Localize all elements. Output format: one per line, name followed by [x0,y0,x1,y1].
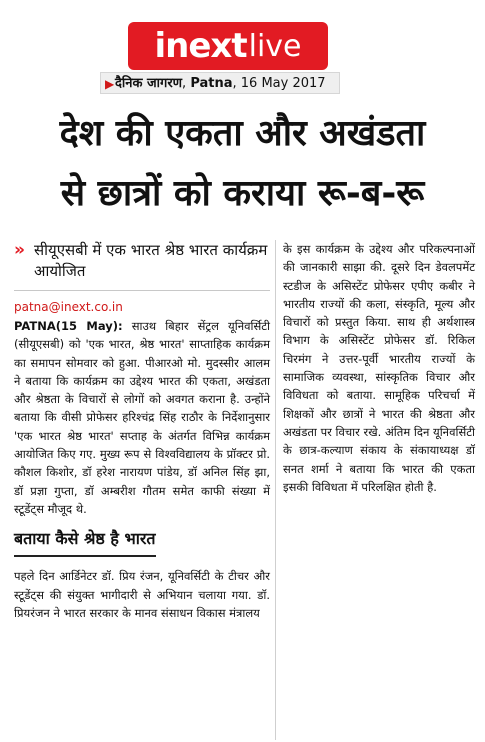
subheadline [14,240,270,291]
dateline-sep2: , [232,76,241,91]
city: Patna [190,76,233,91]
masthead [0,0,485,100]
logo-live-text: live [248,28,302,64]
article-paragraph-1 [14,317,270,518]
dateline [100,72,340,94]
date: 16 May 2017 [240,76,326,91]
paragraph-1-text: साउथ बिहार सेंट्रल यूनिवर्सिटी (सीयूएसबी) को 'एक भारत, श्रेष्ठ भारत' साप्ताहिक कार्यक्रम का समापन सोमवार को हुआ. पीआरओ मो. मुदस्सीर आलम ने बताया कि कार्यक्रम का उद्देश्य भारत की एकता, अखंडता और श्रेष्ठता के विचारों से लोगों को अवगत कराना है. उन्होंने बताया कि वीसी प्रोफेसर हरिश्चंद्र सिंह राठौर के निर्देशानुसार 'एक भारत श्रेष्ठ भारत' सप्ताह के अंतर्गत विभिन्न कार्यक्रम आयोजित किए गए. मुख्य रूप से विश्वविद्यालय के प्रॉक्टर प्रो. कौशल किशोर, डॉ हरेश नारायण पांडेय, डॉ अनिल सिंह झा, डॉ प्रज्ञा गुप्ता, डॉ अम्बरीश गौतम समेत काफी संख्या में स्टूडेंट्स मौजूद थे. [14,319,270,516]
bullet-icon: ▶ [105,77,115,91]
article-paragraph-3: के इस कार्यक्रम के उद्देश्य और परिकल्पनाओं की जानकारी साझा की. दूसरे दिन डेवलपमेंट स्टडीज के असिस्टेंट प्रोफेसर एपीए कबीर ने भारतीय राज्यों की कला, संस्कृति, मूल्य और विचारों को प्रस्तुत किया. साथ ही अर्थशास्त्र विभाग के असिस्टेंट प्रोफेसर डॉ. रिकिल चिरमंग ने उत्तर-पूर्वी भारतीय राज्यों के सामाजिक व्यवस्था, सांस्कृतिक विचार और विविधता को बताया. सामूहिक परिचर्चा में शिक्षकों और छात्रों ने भारत की श्रेष्ठता और अखंडता पर विचार रखे. अंतिम दिन यूनिवर्सिटी के छात्र-कल्याण संकाय के संकायाध्यक्ष डॉ सनत शर्मा ने बताया कि भारत की एकता इसकी विविधता में परिलक्षित होती है. [283,242,475,494]
inext-live-logo [128,22,328,70]
logo-main-text: inext [154,26,247,66]
left-column [14,240,270,622]
double-chevron-icon: » [14,240,25,260]
headline [0,104,485,224]
email-link[interactable]: patna@inext.co.in [14,300,123,314]
right-column [283,240,475,496]
section-heading: बताया कैसे श्रेष्ठ है भारत [14,528,156,557]
article-paragraph-2: पहले दिन आर्डिनेटर डॉ. प्रिय रंजन, यूनिवर्सिटी के टीचर और स्टूडेंट्स की संयुक्त भागीदारी से अभियान चलाया गया. डॉ. प्रियरंजन ने भारत सरकार के मानव संसाधन विकास मंत्रालय [14,569,270,620]
paper-name: दैनिक जागरण [115,76,183,91]
headline-line-2: से छात्रों को कराया रू-ब-रू [60,173,425,214]
subheadline-text: सीयूएसबी में एक भारत श्रेष्ठ भारत कार्यक्रम आयोजित [34,241,268,280]
article-dateline: PATNA(15 May): [14,319,123,333]
dateline-sep: , [182,76,191,91]
headline-line-1: देश की एकता और अखंडता [59,113,426,154]
column-divider [275,240,276,740]
